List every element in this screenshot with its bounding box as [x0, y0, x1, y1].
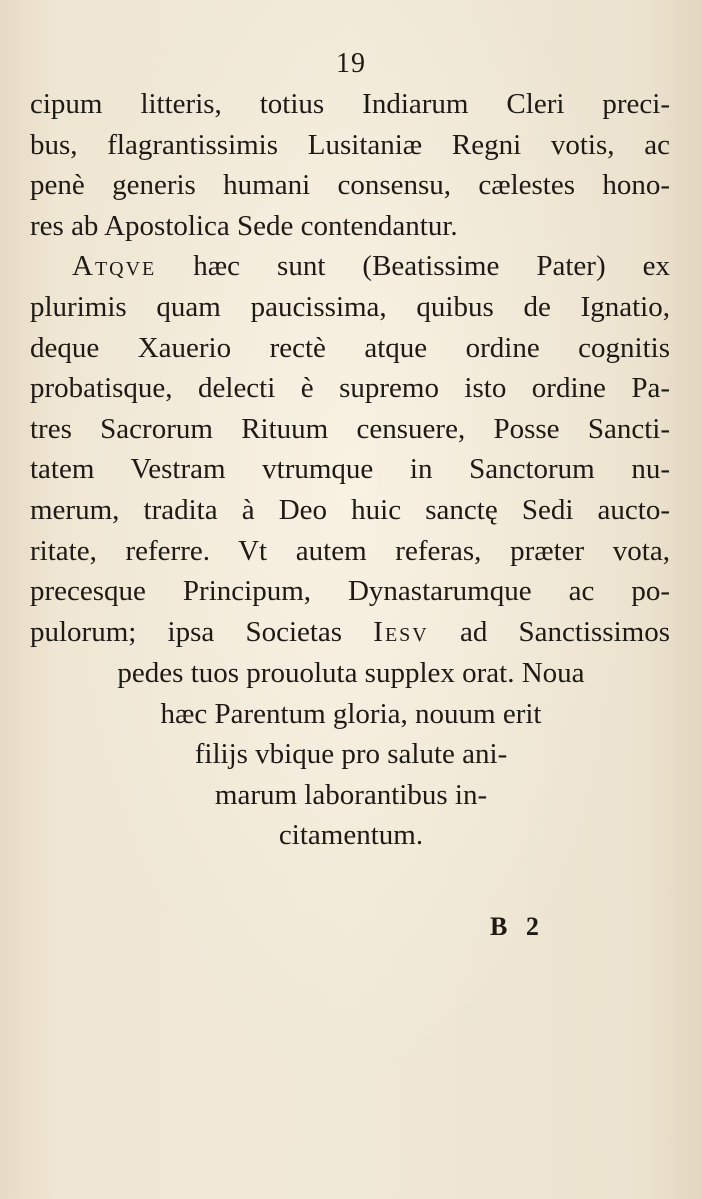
bleed-through-text	[60, 840, 660, 1070]
text-line: tres Sacrorum Rituum censuere, Posse Sancti-	[30, 412, 670, 445]
society-name: Iesv	[373, 615, 429, 648]
closing-line: marum laborantibus in-	[214, 778, 488, 811]
text-line: merum, tradita à Deo huic sanctę Sedi aucto-	[30, 493, 670, 526]
closing-line: pedes tuos prouoluta supplex orat. Noua	[117, 657, 585, 689]
text-line: plurimis quam paucissima, quibus de Ignatio,	[30, 290, 670, 323]
page-number: 19	[336, 48, 366, 79]
paragraph-2	[30, 246, 670, 652]
text-line: tatem Vestram vtrumque in Sanctorum nu-	[30, 453, 670, 486]
closing-line: hæc Parentum gloria, nouum erit	[160, 697, 542, 730]
text-line: deque Xauerio rectè atque ordine cognitis	[30, 331, 670, 364]
paragraph-1	[30, 84, 670, 246]
closing-line: filijs vbique pro salute ani-	[194, 738, 508, 771]
closing-lines	[0, 653, 702, 856]
text-line: cipum litteris, totius Indiarum Cleri preci-	[30, 88, 670, 120]
text-line: res ab Apostolica Sede contendantur.	[30, 209, 458, 242]
text-line-opening	[30, 246, 670, 287]
text-line: precesque Principum, Dynastarumque ac po-	[30, 575, 670, 608]
opening-word: Atqve	[72, 250, 157, 283]
gathering-signature: B 2	[490, 912, 545, 941]
line-end: ad Sanctissimos	[459, 615, 670, 648]
opening-line-rest: hæc sunt (Beatissime Pater) ex	[193, 250, 670, 283]
text-line: probatisque, delecti è supremo isto ordine Pa-	[30, 372, 670, 405]
text-line: ritate, referre. Vt autem referas, præter vota,	[30, 534, 670, 567]
text-line: penè generis humani consensu, cælestes hono-	[30, 169, 670, 202]
text-line	[30, 612, 670, 653]
body-text	[30, 84, 670, 652]
line-start: pulorum; ipsa Societas	[30, 615, 343, 648]
text-line: bus, flagrantissimis Lusitaniæ Regni votis, ac	[30, 128, 670, 161]
closing-line: citamentum.	[278, 819, 424, 852]
